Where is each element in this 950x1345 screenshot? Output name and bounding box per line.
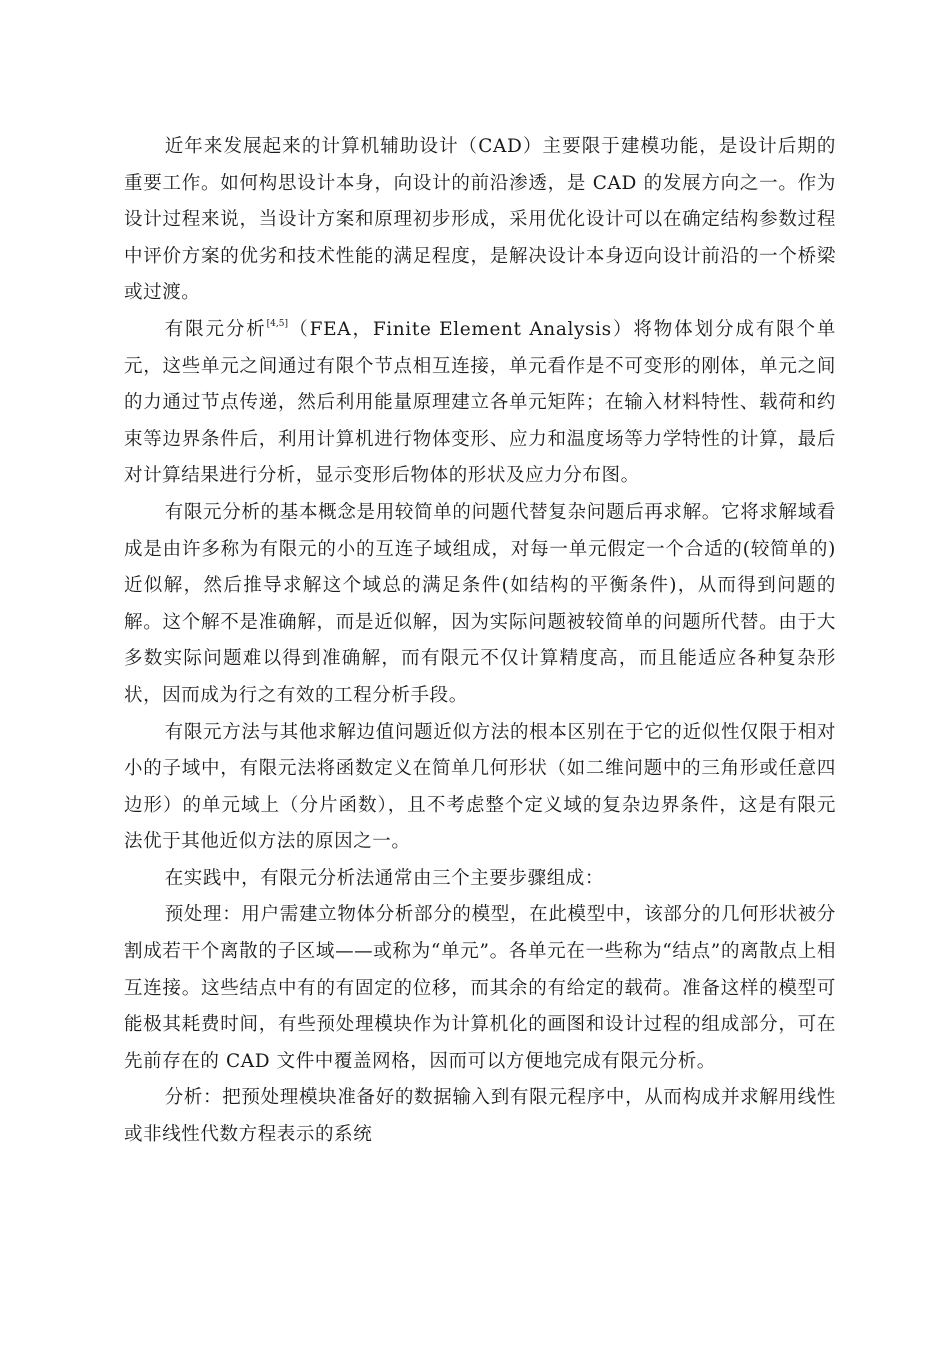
body-text [124, 129, 836, 1154]
paragraph-analysis: 分析：把预处理模块准备好的数据输入到有限元程序中，从而构成并求解用线性或非线性代数方程表示的系统 [124, 1087, 836, 1146]
paragraph-preprocessing: 预处理：用户需建立物体分析部分的模型，在此模型中，该部分的几何形状被分割成若干个离散的子区域——或称为“单元”。各单元在一些称为“结点”的离散点上相互连接。这些结点中有的有固定的位移，而其余的有给定的载荷。准备这样的模型可能极其耗费时间，有些预处理模块作为计算机化的画图和设计过程的组成部分，可在先前存在的 CAD 文件中覆盖网格，因而可以方便地完成有限元分析。 [124, 904, 836, 1072]
citation-reference: [4,5] [266, 318, 288, 329]
paragraph-fea-definition [124, 312, 836, 495]
fea-lead-text: 有限元分析 [164, 318, 267, 340]
paragraph-fea-concept: 有限元分析的基本概念是用较简单的问题代替复杂问题后再求解。它将求解域看成是由许多称为有限元的小的互连子域组成，对每一单元假定一个合适的(较简单的)近似解，然后推导求解这个域总的满足条件(如结构的平衡条件)，从而得到问题的解。这个解不是准确解，而是近似解，因为实际问题被较简单的问题所代替。由于大多数实际问题难以得到准确解，而有限元不仅计算精度高，而且能适应各种复杂形状，因而成为行之有效的工程分析手段。 [124, 501, 836, 706]
paragraph-cad-intro: 近年来发展起来的计算机辅助设计（CAD）主要限于建模功能，是设计后期的重要工作。如何构思设计本身，向设计的前沿渗透，是 CAD 的发展方向之一。作为设计过程来说，当设计方案和原理初步形成，采用优化设计可以在确定结构参数过程中评价方案的优劣和技术性能的满足程度，是解决设计本身迈向设计前沿的一个桥梁或过渡。 [124, 136, 836, 304]
paragraph-steps-intro: 在实践中，有限元分析法通常由三个主要步骤组成： [164, 867, 604, 889]
paragraph-fea-difference: 有限元方法与其他求解边值问题近似方法的根本区别在于它的近似性仅限于相对小的子域中，有限元法将函数定义在简单几何形状（如二维问题中的三角形或任意四边形）的单元域上（分片函数），且不考虑整个定义域的复杂边界条件，这是有限元法优于其他近似方法的原因之一。 [124, 721, 836, 853]
fea-body-text: （FEA，Finite Element Analysis）将物体划分成有限个单元，这些单元之间通过有限个节点相互连接，单元看作是不可变形的刚体，单元之间的力通过节点传递，然后利用能量原理建立各单元矩阵；在输入材料特性、载荷和约束等边界条件后，利用计算机进行物体变形、应力和温度场等力学特性的计算，最后对计算结果进行分析，显示变形后物体的形状及应力分布图。 [124, 318, 836, 487]
